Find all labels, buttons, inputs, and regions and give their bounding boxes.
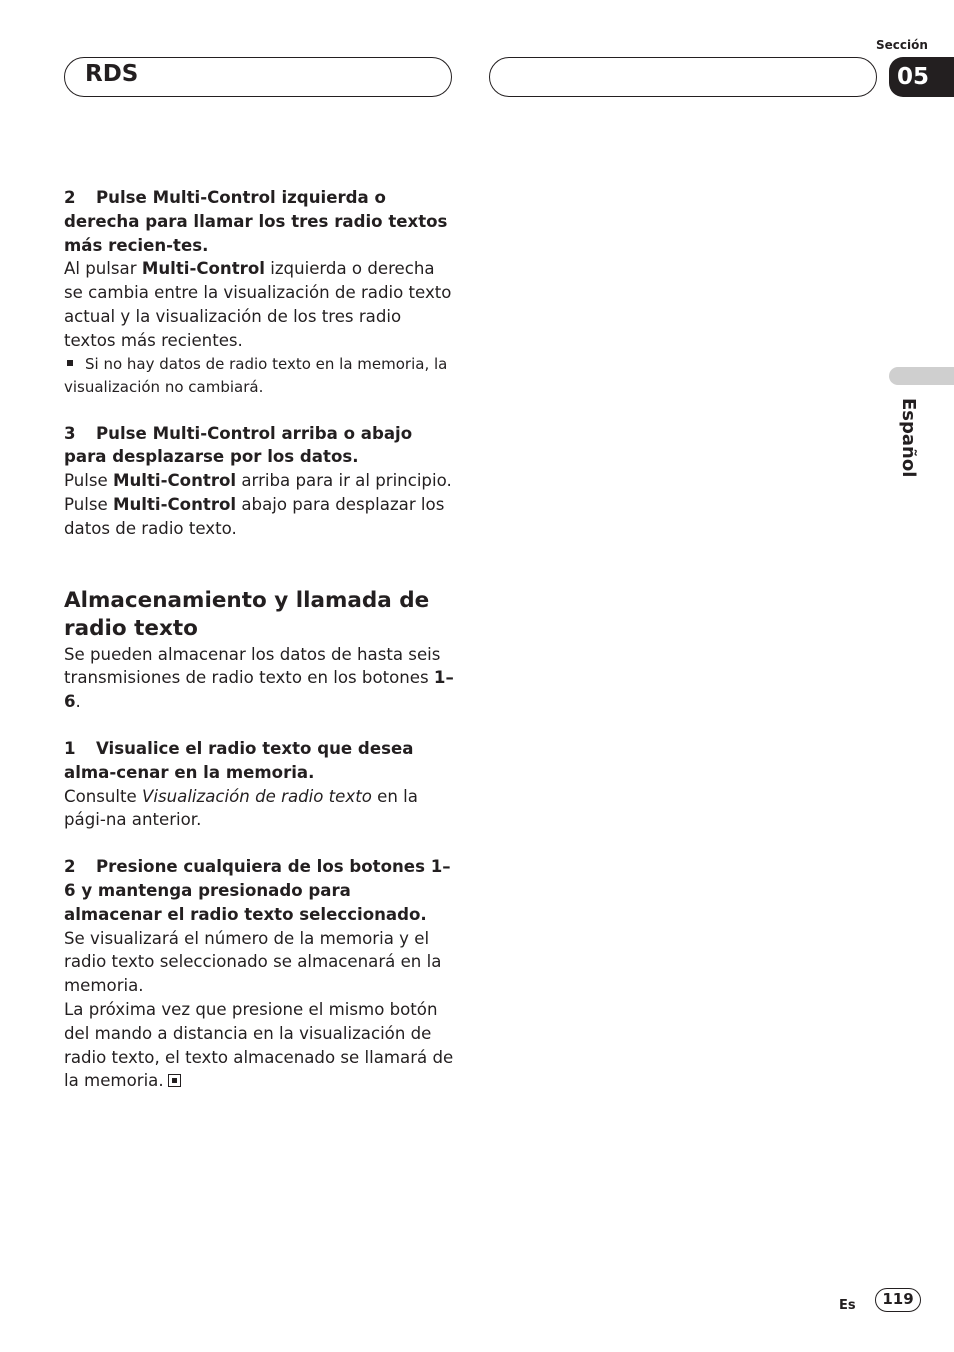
body-text: Pulse xyxy=(64,494,113,514)
step-number: 3 xyxy=(64,423,76,443)
body-text: arriba para ir al principio. xyxy=(236,471,452,491)
language-tab xyxy=(889,367,954,385)
step-title: Presione cualquiera de los botones 1–6 y mantenga presionado para almacenar el radio texto seleccionado. xyxy=(64,857,451,924)
language-label: Español xyxy=(898,398,919,478)
body-text: Al pulsar xyxy=(64,259,142,279)
note xyxy=(64,353,454,399)
step-body xyxy=(64,469,454,493)
body-text: Se pueden almacenar los datos de hasta seis transmisiones de radio texto en los botones xyxy=(64,644,441,688)
step-body: Se visualizará el número de la memoria y el radio texto seleccionado se almacenará en la memoria. xyxy=(64,928,442,996)
body-text: en la pági-na anterior. xyxy=(64,786,418,830)
header-blank-pill xyxy=(489,57,877,97)
bold-term: Multi-Control xyxy=(141,259,265,279)
step-title: Visualice el radio texto que desea alma-cenar en la memoria. xyxy=(64,738,414,782)
step-number: 1 xyxy=(64,738,76,758)
step-heading xyxy=(64,422,454,470)
step-heading xyxy=(64,737,454,785)
intro-paragraph xyxy=(64,643,454,714)
body-text: La próxima vez que presione el mismo botón del mando a distancia en la visualización de radio texto, el texto almacenado se llamará de la memoria. xyxy=(64,999,454,1091)
footer-language-code: Es xyxy=(839,1298,856,1313)
section-label: Sección xyxy=(876,38,928,52)
main-content xyxy=(64,186,454,1093)
cross-reference: Visualización de radio texto xyxy=(142,786,372,806)
bullet-square-icon xyxy=(67,360,73,366)
header-title-pill xyxy=(64,57,452,97)
bold-term: Multi-Control xyxy=(112,471,237,491)
step-title: Pulse Multi-Control arriba o abajo para desplazarse por los datos. xyxy=(64,423,413,467)
step-heading xyxy=(64,186,454,257)
step-heading xyxy=(64,855,454,926)
end-of-section-icon xyxy=(168,1074,181,1087)
step-body xyxy=(64,493,454,541)
step-body xyxy=(64,257,454,352)
step-body xyxy=(64,998,454,1093)
section-heading: Almacenamiento y llamada de radio texto xyxy=(64,587,430,641)
bold-term: 1–6 xyxy=(64,668,454,712)
step-number: 2 xyxy=(64,188,76,207)
page-title: RDS xyxy=(85,61,139,87)
body-text: abajo para desplazar los datos de radio texto. xyxy=(64,494,445,538)
bold-term: Multi-Control xyxy=(112,494,237,514)
body-text: Pulse xyxy=(64,471,113,491)
body-text: . xyxy=(75,692,81,712)
body-text: Consulte xyxy=(64,786,143,806)
page-number: 119 xyxy=(875,1288,921,1312)
step-number: 2 xyxy=(64,857,76,877)
section-number-badge: 05 xyxy=(889,57,954,97)
step-title: Pulse Multi-Control izquierda o derecha para llamar los tres radio textos más recien-tes. xyxy=(64,188,448,255)
body-text: izquierda o derecha se cambia entre la visualización de radio texto actual y la visualización de los tres radio textos más recientes. xyxy=(64,259,452,350)
step-body xyxy=(64,785,454,833)
note-text: Si no hay datos de radio texto en la memoria, la visualización no cambiará. xyxy=(64,354,448,396)
